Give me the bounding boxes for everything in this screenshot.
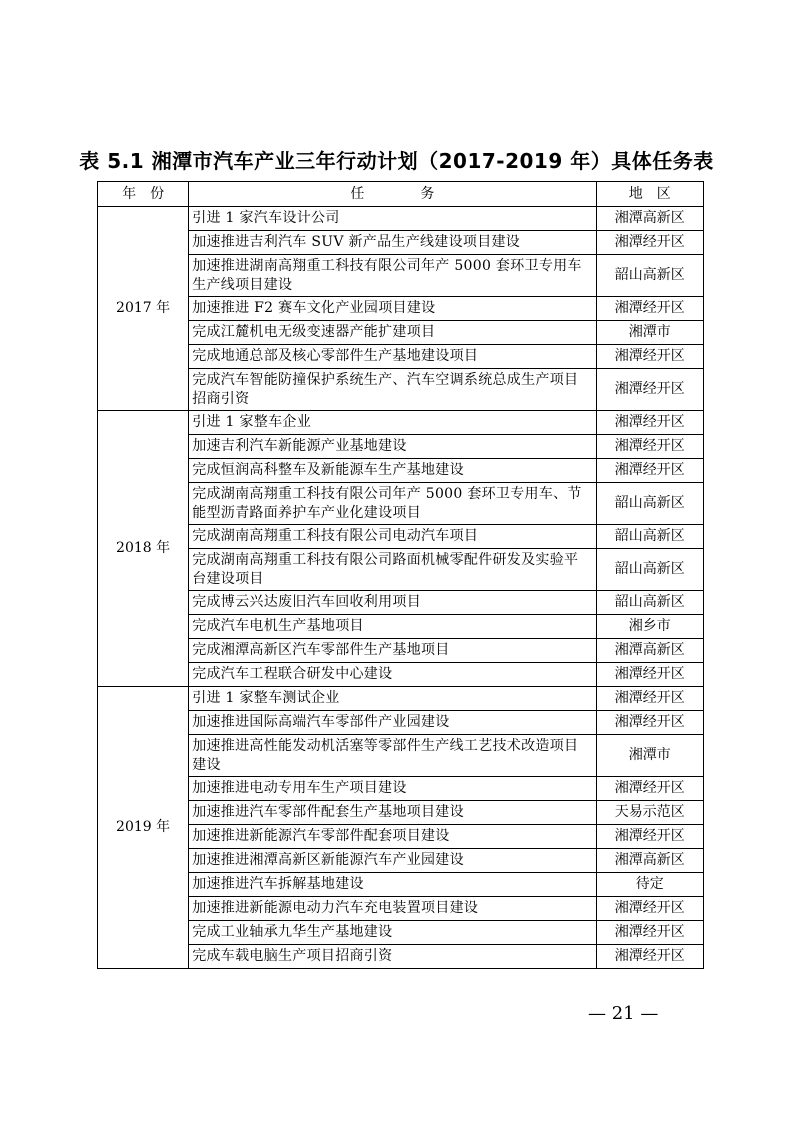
table-row [98, 873, 704, 897]
table-row [98, 711, 704, 735]
table-row [98, 549, 704, 591]
task-cell: 完成湖南高翔重工科技有限公司电动汽车项目 [189, 525, 596, 549]
table-row [98, 639, 704, 663]
table-row [98, 615, 704, 639]
task-cell: 加速推进电动专用车生产项目建设 [189, 777, 596, 801]
table-row [98, 231, 704, 255]
area-cell: 湘潭经开区 [596, 711, 703, 735]
table-row [98, 483, 704, 525]
area-cell: 湘潭经开区 [596, 297, 703, 321]
area-cell: 湘乡市 [596, 615, 703, 639]
area-cell: 湘潭经开区 [596, 921, 703, 945]
task-cell: 加速推进汽车拆解基地建设 [189, 873, 596, 897]
table-row [98, 321, 704, 345]
table-row [98, 921, 704, 945]
table-row [98, 345, 704, 369]
task-cell: 完成地通总部及核心零部件生产基地建设项目 [189, 345, 596, 369]
task-cell: 加速推进 F2 赛车文化产业园项目建设 [189, 297, 596, 321]
table-row [98, 777, 704, 801]
task-cell: 加速推进吉利汽车 SUV 新产品生产线建设项目建设 [189, 231, 596, 255]
table-row [98, 825, 704, 849]
task-cell: 加速吉利汽车新能源产业基地建设 [189, 435, 596, 459]
table-row [98, 525, 704, 549]
task-table [97, 181, 704, 969]
header-area: 地 区 [596, 182, 703, 207]
task-cell: 加速推进国际高端汽车零部件产业园建设 [189, 711, 596, 735]
table-title: 表 5.1 湘潭市汽车产业三年行动计划（2017-2019 年）具体任务表 [79, 149, 714, 173]
page-number: — 21 — [588, 1003, 659, 1024]
area-cell: 湘潭高新区 [596, 639, 703, 663]
task-cell: 完成湘潭高新区汽车零部件生产基地项目 [189, 639, 596, 663]
task-cell: 加速推进新能源电动力汽车充电装置项目建设 [189, 897, 596, 921]
area-cell: 韶山高新区 [596, 255, 703, 297]
header-row [98, 182, 704, 207]
task-cell: 完成汽车工程联合研发中心建设 [189, 663, 596, 687]
task-cell: 完成工业轴承九华生产基地建设 [189, 921, 596, 945]
area-cell: 湘潭经开区 [596, 945, 703, 969]
task-cell: 引进 1 家整车测试企业 [189, 687, 596, 711]
area-cell: 湘潭经开区 [596, 459, 703, 483]
area-cell: 湘潭经开区 [596, 663, 703, 687]
area-cell: 韶山高新区 [596, 525, 703, 549]
table-row [98, 801, 704, 825]
area-cell: 湘潭市 [596, 321, 703, 345]
area-cell: 湘潭经开区 [596, 825, 703, 849]
area-cell: 韶山高新区 [596, 483, 703, 525]
area-cell: 湘潭经开区 [596, 231, 703, 255]
year-cell: 2018 年 [98, 411, 189, 687]
task-cell: 完成江麓机电无级变速器产能扩建项目 [189, 321, 596, 345]
area-cell: 湘潭经开区 [596, 897, 703, 921]
task-cell: 完成博云兴达废旧汽车回收利用项目 [189, 591, 596, 615]
area-cell: 湘潭经开区 [596, 369, 703, 411]
table-row [98, 945, 704, 969]
area-cell: 湘潭经开区 [596, 411, 703, 435]
area-cell: 天易示范区 [596, 801, 703, 825]
year-cell: 2019 年 [98, 687, 189, 969]
area-cell: 湘潭经开区 [596, 435, 703, 459]
area-cell: 湘潭高新区 [596, 207, 703, 231]
task-cell: 引进 1 家整车企业 [189, 411, 596, 435]
table-row [98, 207, 704, 231]
table-row [98, 663, 704, 687]
area-cell: 韶山高新区 [596, 549, 703, 591]
table-row [98, 297, 704, 321]
task-cell: 加速推进新能源汽车零部件配套项目建设 [189, 825, 596, 849]
table-row [98, 897, 704, 921]
area-cell: 湘潭高新区 [596, 849, 703, 873]
area-cell: 湘潭经开区 [596, 777, 703, 801]
table-row [98, 591, 704, 615]
area-cell: 湘潭市 [596, 735, 703, 777]
area-cell: 湘潭经开区 [596, 345, 703, 369]
table-row [98, 459, 704, 483]
table-row [98, 687, 704, 711]
year-cell: 2017 年 [98, 207, 189, 411]
area-cell: 待定 [596, 873, 703, 897]
task-cell: 完成车载电脑生产项目招商引资 [189, 945, 596, 969]
header-year: 年 份 [98, 182, 189, 207]
table-row [98, 255, 704, 297]
area-cell: 韶山高新区 [596, 591, 703, 615]
table-row [98, 849, 704, 873]
task-cell: 加速推进湘潭高新区新能源汽车产业园建设 [189, 849, 596, 873]
task-cell: 完成恒润高科整车及新能源车生产基地建设 [189, 459, 596, 483]
header-task: 任 务 [189, 182, 596, 207]
task-cell: 加速推进汽车零部件配套生产基地项目建设 [189, 801, 596, 825]
task-cell: 完成湖南高翔重工科技有限公司年产 5000 套环卫专用车、节能型沥青路面养护车产业化建设项目 [189, 483, 596, 525]
table-row [98, 435, 704, 459]
task-cell: 加速推进高性能发动机活塞等零部件生产线工艺技术改造项目建设 [189, 735, 596, 777]
table-body [98, 207, 704, 969]
task-cell: 引进 1 家汽车设计公司 [189, 207, 596, 231]
table-row [98, 735, 704, 777]
task-cell: 完成汽车智能防撞保护系统生产、汽车空调系统总成生产项目招商引资 [189, 369, 596, 411]
task-cell: 完成汽车电机生产基地项目 [189, 615, 596, 639]
task-cell: 加速推进湖南高翔重工科技有限公司年产 5000 套环卫专用车生产线项目建设 [189, 255, 596, 297]
table-row [98, 411, 704, 435]
task-cell: 完成湖南高翔重工科技有限公司路面机械零配件研发及实验平台建设项目 [189, 549, 596, 591]
area-cell: 湘潭经开区 [596, 687, 703, 711]
table-row [98, 369, 704, 411]
